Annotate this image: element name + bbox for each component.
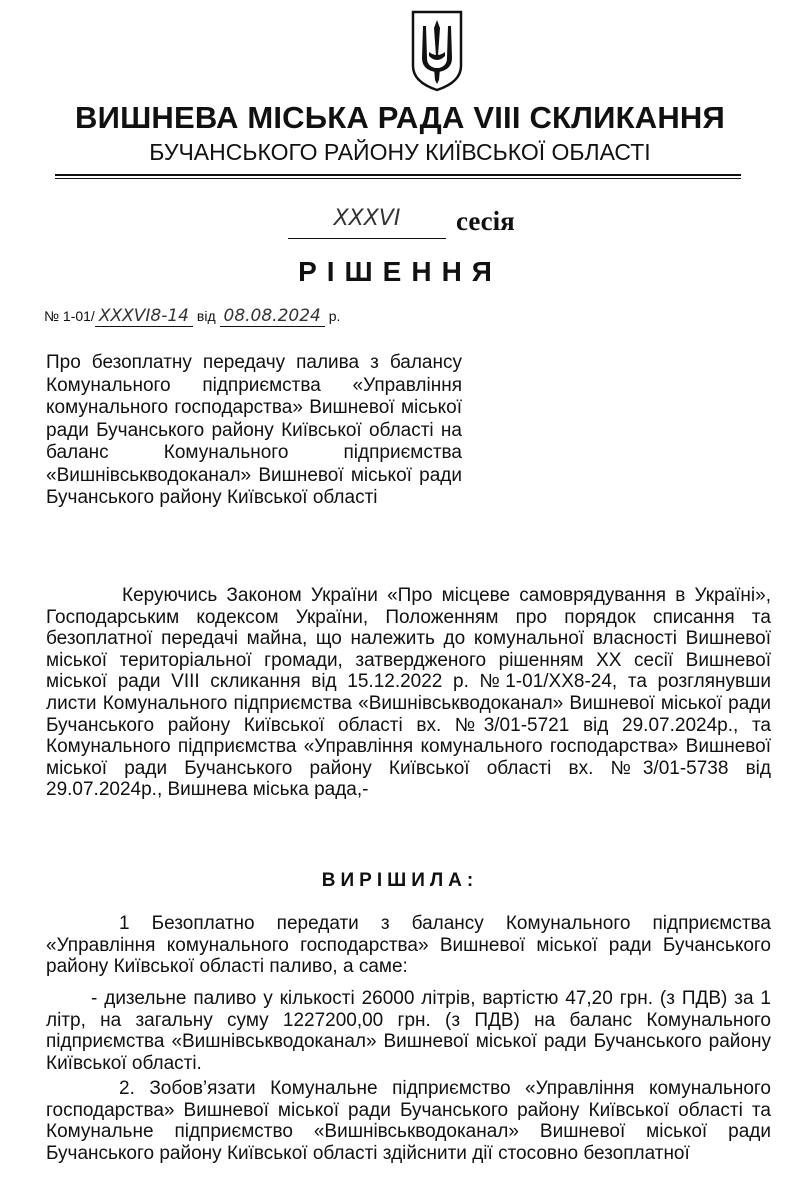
item-2: 2. Зобов’язати Комунальне підприємство «Управління комунального господарства» Вишневої міської ради Бучанського району Київської області та Комунальне підприємство «Вишнівськводоканал» Вишневої міської ради Бучанського району Київської області здійснити дії стосовно безоплатної (46, 1078, 771, 1164)
tryzub-emblem-icon (409, 8, 465, 94)
session-label: сесія (456, 206, 515, 236)
decided-heading: ВИРІШИЛА: (321, 870, 479, 891)
session-underline (288, 238, 446, 239)
item-1: 1 Безоплатно передати з балансу Комунального підприємства «Управління комунального господарства» Вишневої міської ради Бучанського району Київської області паливо, а саме: (46, 913, 771, 978)
date-suffix: р. (328, 308, 341, 324)
date-prefix: від (196, 308, 216, 324)
session-number: XXXVI (333, 206, 401, 231)
decision-number-row (44, 306, 340, 326)
decision-date: 08.08.2024 (220, 306, 325, 327)
decision-subject: Про безоплатну передачу палива з балансу Комунального підприємства «Управління комунального господарства» Вишневої міської ради Бучанського району Київської області на баланс Комунального підприємства «Вишнівськводоканал» Вишневої міської ради Бучанського району Київської області (46, 352, 462, 508)
header-rule-thin (55, 178, 741, 179)
preamble-paragraph: Керуючись Законом України «Про місцеве самоврядування в Україні», Господарським кодексом України, Положенням про порядок списання та безоплатної передачі майна, що належить до комунальної власності Вишневої міської територіальної громади, затвердженого рішенням XX сесії Вишневої міської ради VIII скликання від 15.12.2022 р. №1-01/XX8-24, та розглянувши листи Комунального підприємства «Вишнівськводоканал» Вишневої міської ради Бучанського району Київської області вх. №3/01-5721 від 29.07.2024р., та Комунального підприємства «Управління комунального господарства» Вишневої міської ради Бучанського району Київської області вх. №3/01-5738 від 29.07.2024р., Вишнева міська рада,- (46, 585, 771, 801)
item-1-detail: - дизельне паливо у кількості 26000 літрів, вартістю 47,20 грн. (з ПДВ) за 1 літр, на загальну суму 1227200,00 грн. (з ПДВ) на баланс Комунального підприємства «Вишнівськводоканал» Вишневої міської ради Бучанського району Київської області. (46, 988, 771, 1074)
decision-number: XXXVI8-14 (95, 306, 193, 327)
header-rule-thick (55, 174, 741, 176)
council-name: ВИШНЕВА МІСЬКА РАДА VIII СКЛИКАННЯ (75, 100, 725, 135)
number-prefix: № 1-01/ (44, 308, 95, 324)
document-title: РІШЕННЯ (298, 256, 502, 287)
council-region: БУЧАНСЬКОГО РАЙОНУ КИЇВСЬКОЇ ОБЛАСТІ (149, 139, 651, 165)
